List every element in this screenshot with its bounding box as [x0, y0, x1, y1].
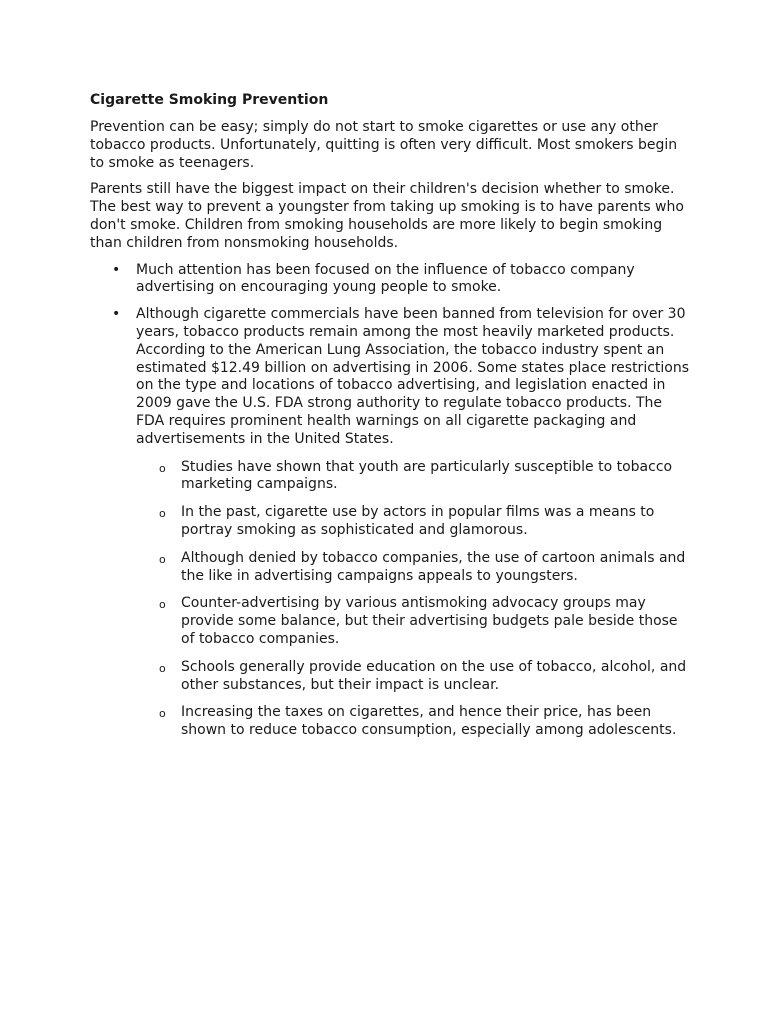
sub-bullet-item	[136, 704, 690, 740]
document-title: Cigarette Smoking Prevention	[90, 92, 329, 108]
bullet-text: Much attention has been focused on the influence of tobacco company advertising on encouraging young people to smoke.	[136, 261, 635, 296]
sub-bullet-item	[136, 659, 690, 695]
sub-bullet-marker: o	[159, 552, 166, 566]
bullet-list	[90, 262, 690, 740]
bullet-marker: •	[112, 261, 121, 278]
sub-bullet-text: Counter-advertising by various antismoking advocacy groups may provide some balance, but their advertising budgets pale beside those of tobacco companies.	[181, 595, 678, 647]
bullet-marker: •	[112, 306, 121, 323]
sub-bullet-list	[136, 459, 690, 740]
sub-bullet-text: Although denied by tobacco companies, the use of cartoon animals and the like in advertising campaigns appeals to youngsters.	[181, 549, 686, 584]
bullet-item	[90, 262, 690, 298]
sub-bullet-text: In the past, cigarette use by actors in popular films was a means to portray smoking as sophisticated and glamorous.	[181, 504, 655, 538]
sub-bullet-text: Increasing the taxes on cigarettes, and hence their price, has been shown to reduce tobacco consumption, especially among adolescents.	[181, 704, 677, 739]
sub-bullet-marker: o	[159, 598, 166, 612]
paragraph: Prevention can be easy; simply do not start to smoke cigarettes or use any other tobacco products. Unfortunately, quitting is often very difficult. Most smokers begin to smoke as teenagers.	[90, 119, 678, 171]
sub-bullet-item	[136, 459, 690, 495]
sub-bullet-marker: o	[159, 507, 166, 521]
sub-bullet-item	[136, 595, 690, 648]
document-page	[90, 90, 690, 750]
sub-bullet-item	[136, 550, 690, 586]
sub-bullet-text: Studies have shown that youth are particularly susceptible to tobacco marketing campaigns.	[181, 458, 673, 493]
bullet-item	[90, 306, 690, 740]
sub-bullet-marker: o	[159, 707, 166, 721]
paragraph: Parents still have the biggest impact on their children's decision whether to smoke. The best way to prevent a youngster from taking up smoking is to have parents who don't smoke. Children from smoking households are more likely to begin smoking than children from nonsmoking households.	[90, 181, 684, 251]
sub-bullet-text: Schools generally provide education on the use of tobacco, alcohol, and other substances, but their impact is unclear.	[181, 658, 687, 693]
sub-bullet-item	[136, 504, 690, 540]
bullet-text: Although cigarette commercials have been banned from television for over 30 years, tobacco products remain among the most heavily marketed products. According to the American Lung Association, the tobacco industry spent an estimated $12.49 billion on advertising in 2006. Some states place restrictions on the type and locations of tobacco advertising, and legislation enacted in 2009 gave the U.S. FDA strong authority to regulate tobacco products. The FDA requires prominent health warnings on all cigarette packaging and advertisements in the United States.	[136, 306, 690, 447]
sub-bullet-marker: o	[159, 461, 166, 475]
sub-bullet-marker: o	[159, 661, 166, 675]
